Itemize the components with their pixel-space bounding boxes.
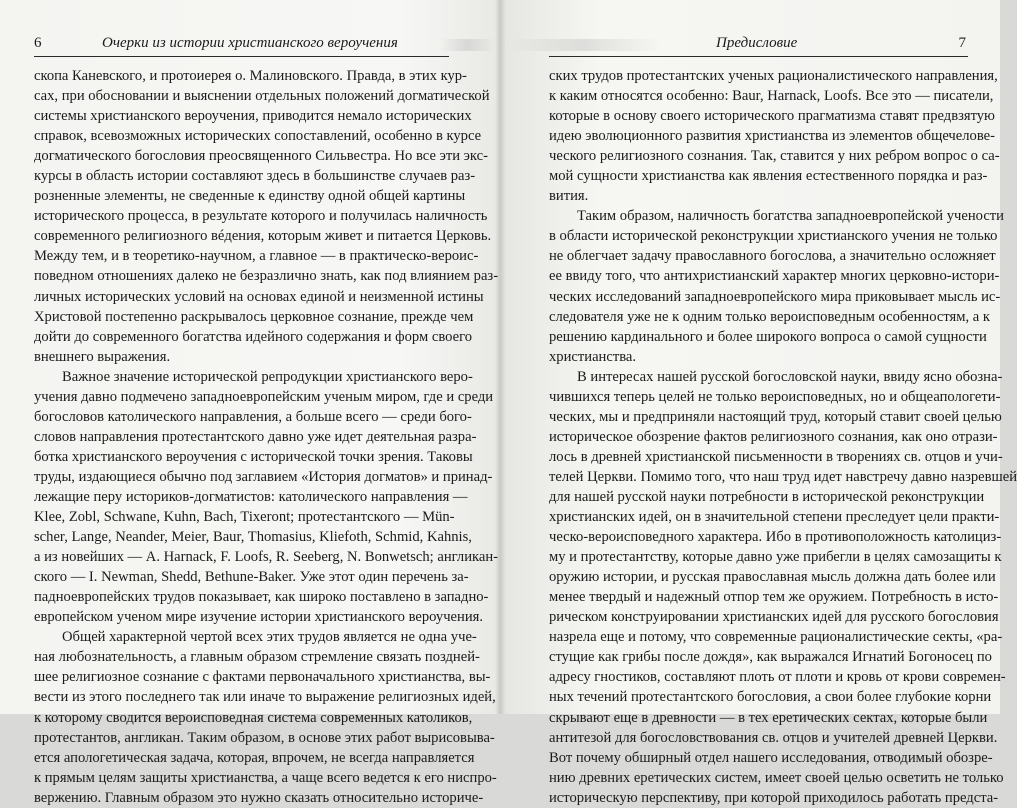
text-line: Важное значение исторической репродукции христианского веро- <box>62 368 473 385</box>
bleed-through-shadow <box>440 39 495 51</box>
text-line: к прямым целям защиты христианства, а чаще всего ведется к его ниспро- <box>34 769 497 786</box>
text-line: дойти до современного богатства идейного содержания и форм своего <box>34 328 473 345</box>
text-line: личных исторических условий на основах единой и неизменной истины <box>34 288 484 305</box>
text-line: труды, издающиеся обычно под заглавием «История догматов» и принад- <box>34 468 493 485</box>
text-line: му и протестантству, которые давно уже прибегли в целях самозащиты к <box>549 549 1002 566</box>
text-line: назрела еще и потому, что современные рационалистические секты, «ра- <box>549 629 1003 646</box>
text-line: вития. <box>549 188 589 205</box>
text-line: современного религиозного вéдения, которым живет и питается Церковь. <box>34 228 492 245</box>
text-line: которые в основу своего исторического прагматизма ставят предвзятую <box>549 108 995 125</box>
body-text <box>549 66 1017 808</box>
text-line: чившихся теперь целей не только вероисповедных, но и общеапологети- <box>549 388 1001 405</box>
text-line: христианских идей, он в значительной степени преследует цели практи- <box>549 509 1000 526</box>
page-number: 6 <box>34 35 42 51</box>
text-line: христианства. <box>549 348 637 365</box>
text-line: системы христианского вероучения, приводится немало исторических <box>34 108 472 125</box>
text-line: падноевропейских трудов показывает, как широко поставлено в западно- <box>34 589 489 606</box>
text-line: ных течений протестантского богословия, а свои более глубокие корни <box>549 689 992 706</box>
text-line: ческих, мы и предприняли настоящий труд, который ставит своей целью <box>549 408 1002 425</box>
header-rule <box>34 56 449 57</box>
text-line: а из новейших — A. Harnack, F. Loofs, R. Seeberg, N. Bonwetsch; англикан- <box>34 549 499 566</box>
text-line: ческих исследований западноевропейского мира приковывает мысль ис- <box>549 288 1001 305</box>
text-line: богословов католического направления, а больше всего — среди бого- <box>34 408 472 425</box>
text-line: В интересах нашей русской богословской науки, ввиду ясно обозна- <box>577 368 1003 385</box>
running-head <box>34 33 448 53</box>
text-line: Между тем, и в теоретико-научном, а главное — в практическо-вероис- <box>34 248 479 265</box>
text-line: скрывают еще в древности — в тех еретических сектах, которые были <box>549 709 988 726</box>
text-line: менее твердый и надежный отпор тем же оружием. Потребность в исто- <box>549 589 999 606</box>
text-line: справок, всевозможных исторических сопоставлений, особенно в курсе <box>34 128 482 145</box>
text-line: следователя уже не к одним только вероисповедным особенностям, а к <box>549 308 991 325</box>
text-line: скопа Каневского, и протоиерея о. Малиновского. Правда, в этих кур- <box>34 68 467 84</box>
text-line: к каким относятся особенно: Baur, Harnack, Loofs. Все это — писатели, <box>549 88 994 105</box>
body-text <box>34 66 499 808</box>
text-line: scher, Lange, Neander, Meier, Baur, Thomasius, Kliefoth, Schmid, Kahnis, <box>34 529 472 546</box>
text-line: ского — I. Newman, Shedd, Bethune-Baker. Уже этот один перечень за- <box>34 569 469 586</box>
text-line: историческую перспективу, при которой приходилось работать предста- <box>549 789 999 806</box>
text-line: не облегчает задачу православного богослова, а значительно осложняет <box>549 248 996 265</box>
text-line: для нашей русской науки потребности в исторической реконструкции <box>549 488 985 505</box>
text-line: вержению. Главным образом это нужно сказать относительно историче- <box>34 789 484 806</box>
text-line: шее религиозное сознание с фактами первоначального христианства, вы- <box>34 669 491 686</box>
text-line: в области исторической реконструкции христианского учения не только <box>549 228 998 245</box>
text-line: учения давно подмечено западноевропейским ученым миром, где и среди <box>34 388 494 405</box>
text-line: нию древних еретических систем, имеет своей целью осветить не только <box>549 769 1004 786</box>
text-line: Вот почему обширный отдел нашего исследования, отводимый обозре- <box>549 749 993 766</box>
text-line: протестантов, англикан. Таким образом, в основе этих работ вырисовыва- <box>34 729 495 746</box>
text-line: лось в древней христианской письменности в творениях св. отцов и учи- <box>549 448 1003 465</box>
text-line: Христовой постепенно раскрывалось церковное сознание, прежде чем <box>34 308 474 325</box>
text-line: стущие как грибы после дождя», как выражался Игнатий Богоносец по <box>549 649 992 666</box>
text-line: вести из этого последнего так или иначе то выражение религиозных идей, <box>34 689 496 706</box>
text-line: идею эволюционного развития христианства из элементов общечелове- <box>549 128 995 145</box>
text-line: европейском ученом мире изучение истории христианского вероучения. <box>34 609 484 626</box>
text-line: ческого религиозного сознания. Так, ставится у них ребром вопрос о са- <box>549 148 1000 165</box>
text-line: к которому сводится вероисповедная система современных католиков, <box>34 709 473 726</box>
right-page <box>500 0 1017 806</box>
left-page <box>0 0 500 806</box>
text-line: лежащие перу историков-догматистов: католического направления — <box>34 488 468 505</box>
text-line: решению кардинального и более широкого вопроса о самой сущности <box>549 328 987 345</box>
running-title: Очерки из истории христианского вероучения <box>102 35 398 51</box>
text-line: курсы в область истории составляют здесь в большинстве случаев раз- <box>34 168 476 185</box>
text-line: рическом конструировании христианских идей для русского богословия <box>549 609 999 626</box>
text-line: догматического богословия преосвященного Сильвестра. Но все эти экс- <box>34 148 488 165</box>
running-title: Предисловие <box>716 35 798 51</box>
text-line: розненные элементы, не сведенные к единству одной общей картины <box>34 188 466 205</box>
text-line: Таким образом, наличность богатства западноевропейской учености <box>577 208 1004 225</box>
text-line: Общей характерной чертой всех этих трудов является не одна уче- <box>62 629 477 646</box>
text-line: ских трудов протестантских ученых рационалистического направления, <box>549 68 998 84</box>
text-line: мой сущности христианства как явления естественного порядка и раз- <box>549 168 988 185</box>
text-line: исторического процесса, в результате которого и получилась наличность <box>34 208 488 225</box>
text-line: словов направления протестантского давно уже идет деятельная разра- <box>34 428 477 445</box>
text-line: поведном отношениях далеко не безразлично знать, как под влиянием раз- <box>34 268 499 285</box>
text-line: сах, при обосновании и выяснении отдельных положений догматической <box>34 88 490 105</box>
page-number: 7 <box>958 35 966 51</box>
text-line: антитезой для богословствования св. отцов и учителей древней Церкви. <box>549 729 998 746</box>
text-line: внешнего выражения. <box>34 348 171 365</box>
text-line: оружию истории, и русская православная мысль должна дать более или <box>549 569 996 586</box>
text-line: ется апологетическая задача, которая, впрочем, не всегда направляется <box>34 749 475 766</box>
text-line: телей Церкви. Помимо того, что наш труд идет навстречу давно назревшей <box>549 468 1017 485</box>
text-line: ческо-вероисповедного характера. Ибо в противоположность католициз- <box>549 529 1002 546</box>
running-head <box>549 33 966 53</box>
text-line: ная любознательность, а главным образом стремление связать поздней- <box>34 649 480 666</box>
text-line: Klee, Zobl, Schwane, Kuhn, Bach, Tixeront; протестантского — Mün- <box>34 509 455 526</box>
header-rule <box>549 56 968 57</box>
text-line: адресу гностиков, составляют плоть от плоти и кровь от крови современ- <box>549 669 1006 686</box>
text-line: ее ввиду того, что антихристианский характер многих церковно-истори- <box>549 268 1000 285</box>
text-line: ботка христианского вероучения с исторической точки зрения. Таковы <box>34 448 473 465</box>
text-line: историческое обозрение фактов религиозного сознания, как оно отрази- <box>549 428 998 445</box>
